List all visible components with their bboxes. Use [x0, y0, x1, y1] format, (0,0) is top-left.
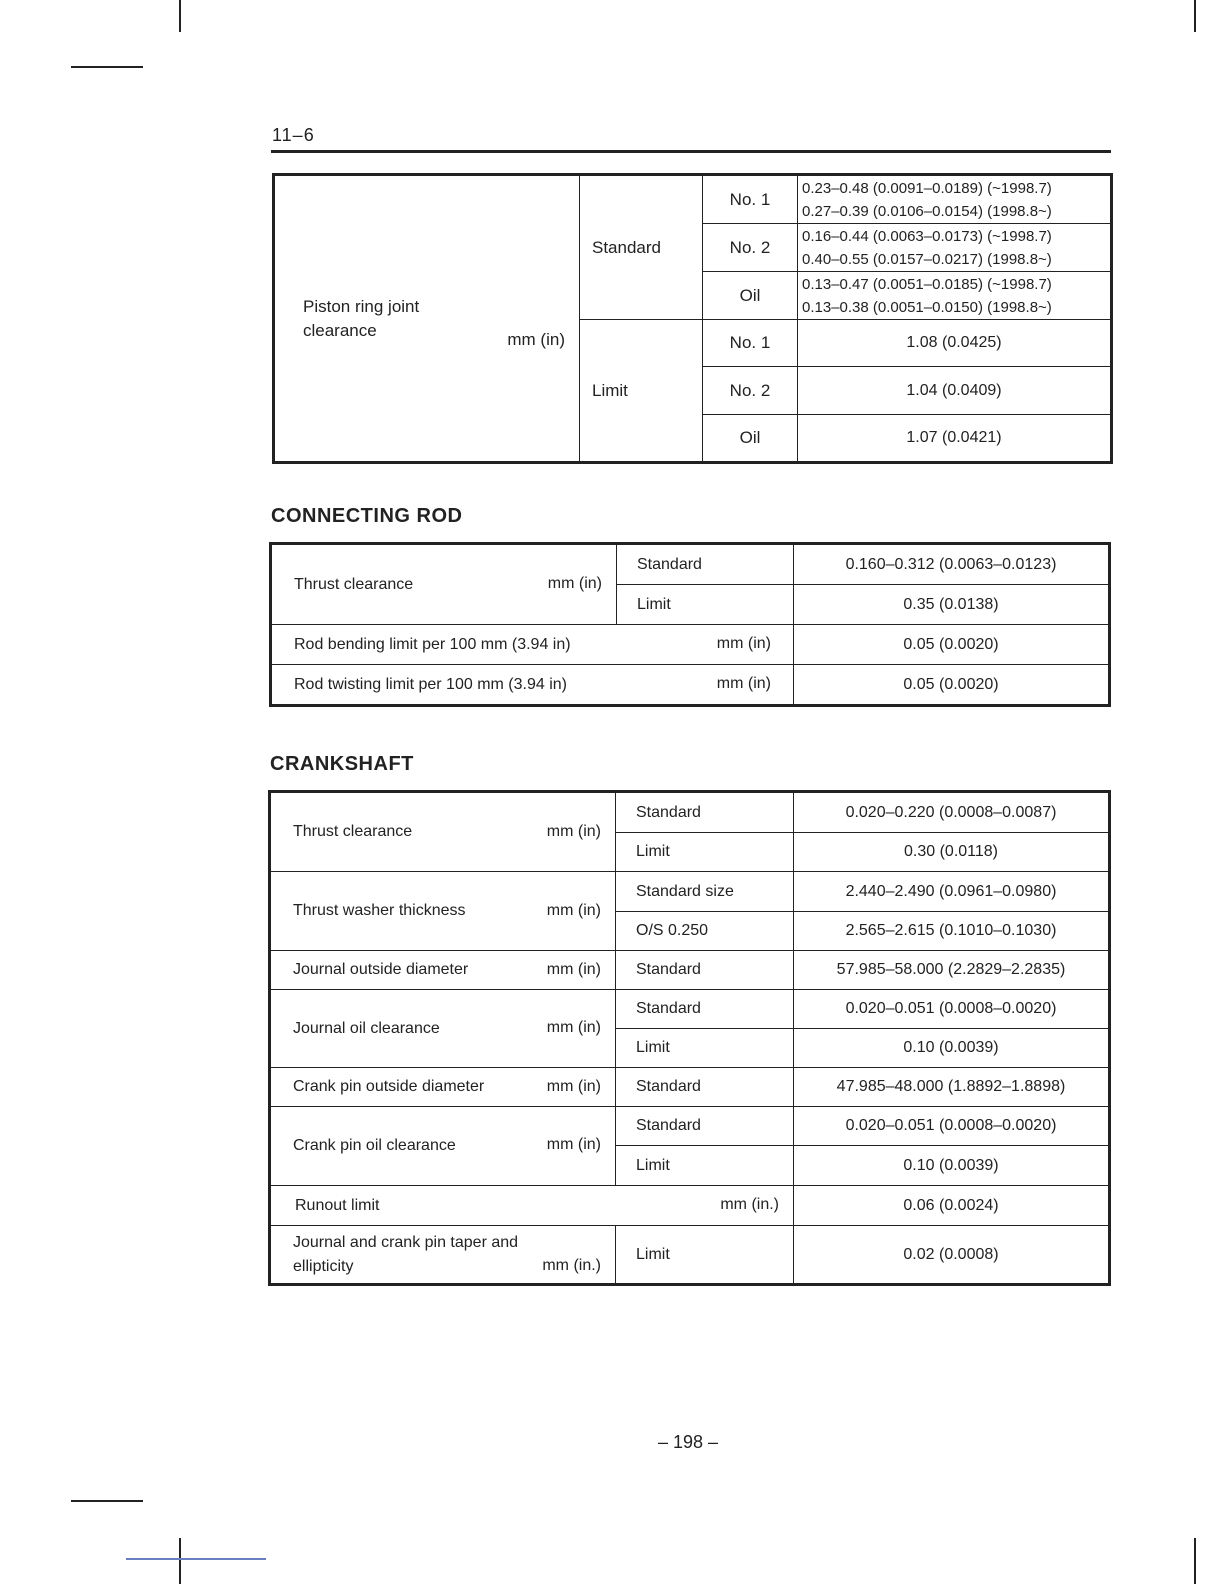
limit-value: 1.08 (0.0425) [798, 320, 1111, 367]
pin-oil-label: Crank pin oil clearance [293, 1137, 456, 1154]
crank-thrust-standard-label: Standard [616, 793, 794, 833]
ring-name: Oil [703, 415, 798, 462]
taper-unit: mm (in.) [542, 1257, 601, 1274]
rod-thrust-unit: mm (in) [547, 575, 602, 592]
spec-value: 0.27–0.39 (0.0106–0.0154) (1998.8~) [802, 202, 1052, 220]
washer-cell [271, 872, 616, 951]
spec-value: 0.16–0.44 (0.0063–0.0173) (~1998.7) [802, 227, 1052, 245]
crank-thrust-label: Thrust clearance [293, 823, 413, 840]
journal-oil-standard-value: 0.020–0.051 (0.0008–0.0020) [794, 990, 1109, 1029]
journal-oil-standard-label: Standard [616, 990, 794, 1029]
rod-thrust-cell [272, 545, 617, 625]
pin-od-label: Crank pin outside diameter [293, 1078, 485, 1095]
washer-standard-label: Standard size [616, 872, 794, 912]
spec-value: 0.23–0.48 (0.0091–0.0189) (~1998.7) [802, 179, 1052, 197]
crankshaft-table [270, 792, 1109, 1284]
rod-thrust-label: Thrust clearance [294, 575, 414, 593]
journal-od-standard-label: Standard [616, 951, 794, 990]
crop-mark [126, 1558, 266, 1560]
spec-value: 0.40–0.55 (0.0157–0.0217) (1998.8~) [802, 250, 1052, 268]
pin-oil-limit-value: 0.10 (0.0039) [794, 1146, 1109, 1186]
runout-cell [271, 1186, 794, 1226]
crank-thrust-limit-value: 0.30 (0.0118) [794, 833, 1109, 872]
limit-value: 1.04 (0.0409) [798, 367, 1111, 415]
ring-name: No. 2 [703, 367, 798, 415]
rod-thrust-limit-value: 0.35 (0.0138) [794, 585, 1109, 625]
ring-name: No. 2 [703, 224, 798, 272]
journal-od-cell [271, 951, 616, 990]
ring-name: Oil [703, 272, 798, 320]
connecting-rod-title: CONNECTING ROD [271, 505, 463, 527]
washer-label: Thrust washer thickness [293, 902, 466, 919]
header-rule [271, 150, 1111, 153]
ring-name: No. 1 [703, 320, 798, 367]
limit-value: 1.07 (0.0421) [798, 415, 1111, 462]
crank-thrust-unit: mm (in) [546, 823, 601, 840]
runout-label: Runout limit [295, 1196, 380, 1214]
pin-od-cell [271, 1068, 616, 1107]
taper-label-line2: ellipticity [293, 1257, 354, 1275]
crank-thrust-cell [271, 793, 616, 872]
crop-mark [1194, 1538, 1196, 1584]
pin-oil-limit-label: Limit [616, 1146, 794, 1186]
journal-oil-label: Journal oil clearance [293, 1019, 440, 1037]
piston-ring-label-cell [275, 176, 580, 462]
journal-od-value: 57.985–58.000 (2.2829–2.2835) [794, 951, 1109, 990]
pin-oil-cell [271, 1107, 616, 1186]
journal-od-label: Journal outside diameter [293, 961, 469, 978]
washer-os-value: 2.565–2.615 (0.1010–0.1030) [794, 912, 1109, 951]
piston-standard-label: Standard [580, 176, 703, 320]
pin-oil-standard-label: Standard [616, 1107, 794, 1146]
rod-twisting-value: 0.05 (0.0020) [794, 665, 1109, 705]
rod-twisting-cell [272, 665, 794, 705]
rod-twisting-label: Rod twisting limit per 100 mm (3.94 in) [294, 675, 567, 693]
rod-thrust-standard-value: 0.160–0.312 (0.0063–0.0123) [794, 545, 1109, 585]
pin-oil-unit: mm (in) [546, 1136, 601, 1153]
rod-bending-value: 0.05 (0.0020) [794, 625, 1109, 665]
journal-oil-limit-value: 0.10 (0.0039) [794, 1029, 1109, 1068]
washer-standard-value: 2.440–2.490 (0.0961–0.0980) [794, 872, 1109, 912]
crop-mark [71, 66, 143, 68]
piston-ring-unit: mm (in) [507, 330, 565, 349]
crop-mark [1194, 0, 1196, 32]
taper-label-line1: Journal and crank pin taper and [293, 1233, 519, 1251]
section-number: 11–6 [272, 125, 315, 145]
connecting-rod-table [271, 544, 1109, 705]
pin-od-unit: mm (in) [546, 1078, 601, 1095]
pin-oil-standard-value: 0.020–0.051 (0.0008–0.0020) [794, 1107, 1109, 1146]
crankshaft-title: CRANKSHAFT [270, 753, 414, 775]
crop-mark [179, 1538, 181, 1584]
crop-mark [179, 0, 181, 32]
rod-bending-label: Rod bending limit per 100 mm (3.94 in) [294, 635, 571, 653]
piston-ring-label-line2: clearance [303, 320, 377, 340]
taper-cell [271, 1226, 616, 1284]
spec-value: 0.13–0.47 (0.0051–0.0185) (~1998.7) [802, 275, 1052, 293]
crank-thrust-standard-value: 0.020–0.220 (0.0008–0.0087) [794, 793, 1109, 833]
crop-mark [71, 1500, 143, 1502]
journal-oil-cell [271, 990, 616, 1068]
taper-limit-label: Limit [616, 1226, 794, 1284]
journal-oil-limit-label: Limit [616, 1029, 794, 1068]
rod-bending-cell [272, 625, 794, 665]
runout-value: 0.06 (0.0024) [794, 1186, 1109, 1226]
piston-ring-table [274, 175, 1111, 462]
rod-thrust-standard-label: Standard [617, 545, 794, 585]
rod-twisting-unit: mm (in) [716, 675, 771, 692]
piston-limit-label: Limit [580, 320, 703, 462]
pin-od-value: 47.985–48.000 (1.8892–1.8898) [794, 1068, 1109, 1107]
rod-thrust-limit-label: Limit [617, 585, 794, 625]
runout-unit: mm (in.) [720, 1196, 779, 1213]
washer-os-label: O/S 0.250 [616, 912, 794, 951]
washer-unit: mm (in) [546, 902, 601, 919]
rod-bending-unit: mm (in) [716, 635, 771, 652]
piston-ring-label-line1: Piston ring joint [303, 296, 420, 316]
taper-value: 0.02 (0.0008) [794, 1226, 1109, 1284]
spec-value: 0.13–0.38 (0.0051–0.0150) (1998.8~) [802, 298, 1052, 316]
journal-od-unit: mm (in) [546, 961, 601, 978]
ring-name: No. 1 [703, 176, 798, 224]
journal-oil-unit: mm (in) [546, 1019, 601, 1036]
page-footer-number: – 198 – [657, 1432, 719, 1452]
pin-od-standard-label: Standard [616, 1068, 794, 1107]
crank-thrust-limit-label: Limit [616, 833, 794, 872]
